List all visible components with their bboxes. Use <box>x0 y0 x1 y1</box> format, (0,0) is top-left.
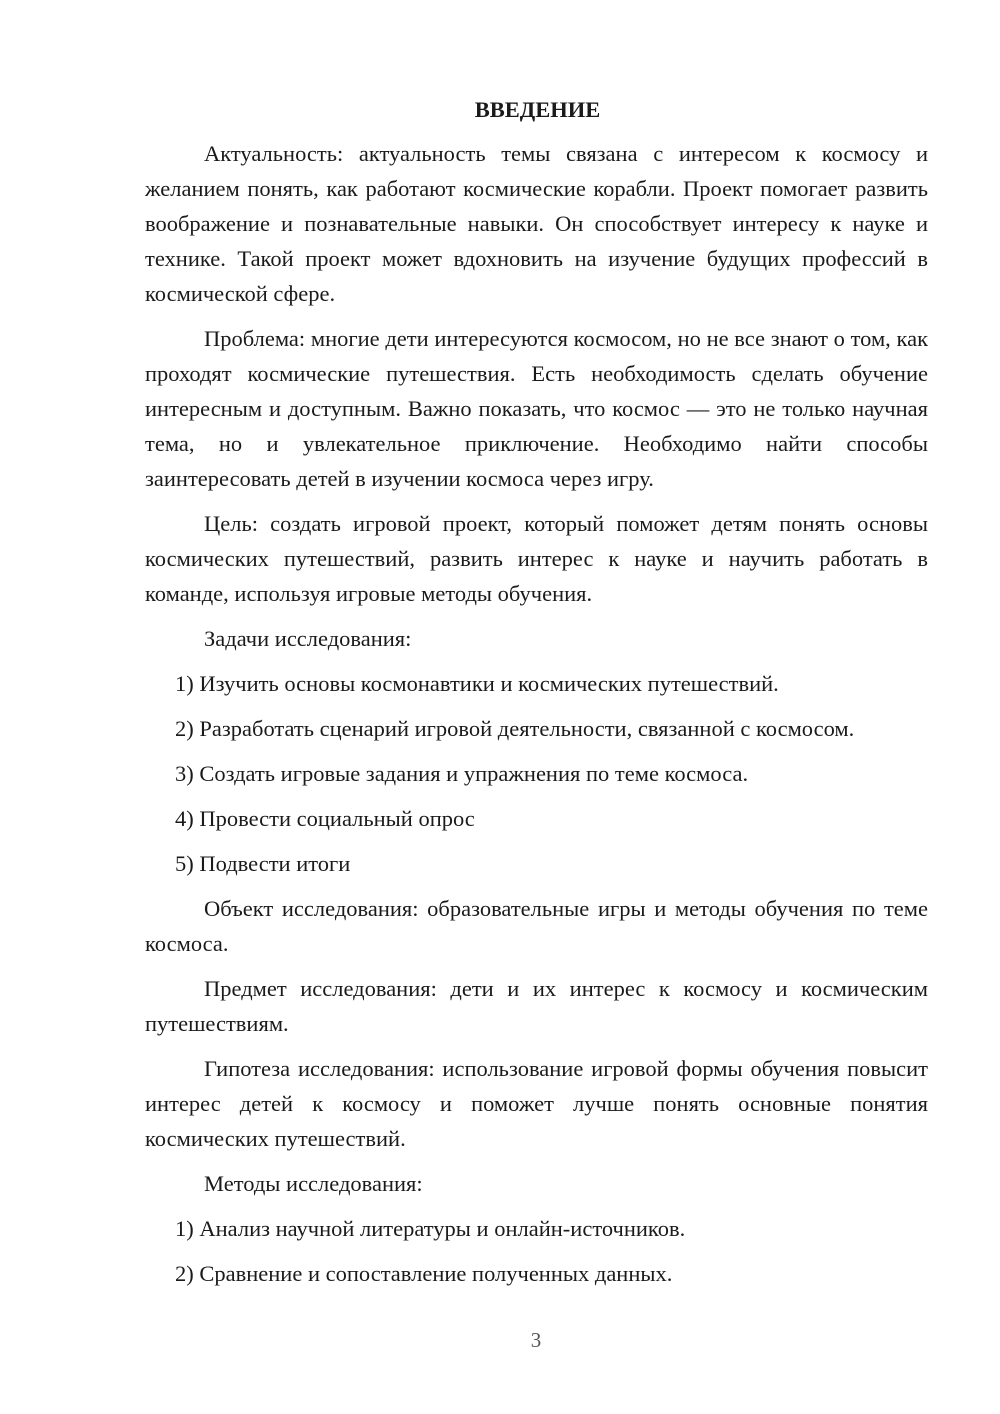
page-number: 3 <box>530 1328 542 1352</box>
relevance-paragraph: Актуальность: актуальность темы связана с интересом к космосу и желанием понять, как работают космические корабли. Проект помогает развить воображение и познавательные навыки. Он способствует интересу к науке и технике. Такой проект может вдохновить на изучение будущих профессий в космической сфере. <box>145 141 928 306</box>
list-item: 3) Создать игровые задания и упражнения по теме космоса. <box>175 761 749 786</box>
list-item: 2) Сравнение и сопоставление полученных данных. <box>175 1261 673 1286</box>
tasks-list <box>145 666 928 881</box>
problem-paragraph: Проблема: многие дети интересуются космосом, но не все знают о том, как проходят космические путешествия. Есть необходимость сделать обучение интересным и доступным. Важно показать, что космос — это не только научная тема, но и увлекательное приключение. Необходимо найти способы заинтересовать детей в изучении космоса через игру. <box>145 326 928 491</box>
list-item: 2) Разработать сценарий игровой деятельности, связанной с космосом. <box>175 716 855 741</box>
methods-label: Методы исследования: <box>204 1171 423 1196</box>
methods-list <box>145 1211 928 1291</box>
list-item: 1) Анализ научной литературы и онлайн-источников. <box>175 1216 686 1241</box>
list-item: 5) Подвести итоги <box>175 851 351 876</box>
goal-paragraph: Цель: создать игровой проект, который поможет детям понять основы космических путешествий, развить интерес к науке и научить работать в команде, используя игровые методы обучения. <box>145 511 928 606</box>
list-item: 4) Провести социальный опрос <box>175 806 475 831</box>
tasks-label: Задачи исследования: <box>204 626 412 651</box>
section-title: ВВЕДЕНИЕ <box>474 97 601 122</box>
list-item: 1) Изучить основы космонавтики и космических путешествий. <box>175 671 779 696</box>
hypothesis-paragraph: Гипотеза исследования: использование игровой формы обучения повысит интерес детей к космосу и поможет лучше понять основные понятия космических путешествий. <box>145 1056 928 1151</box>
object-paragraph: Объект исследования: образовательные игры и методы обучения по теме космоса. <box>145 896 928 956</box>
document-page <box>145 92 928 1301</box>
subject-paragraph: Предмет исследования: дети и их интерес к космосу и космическим путешествиям. <box>145 976 928 1036</box>
